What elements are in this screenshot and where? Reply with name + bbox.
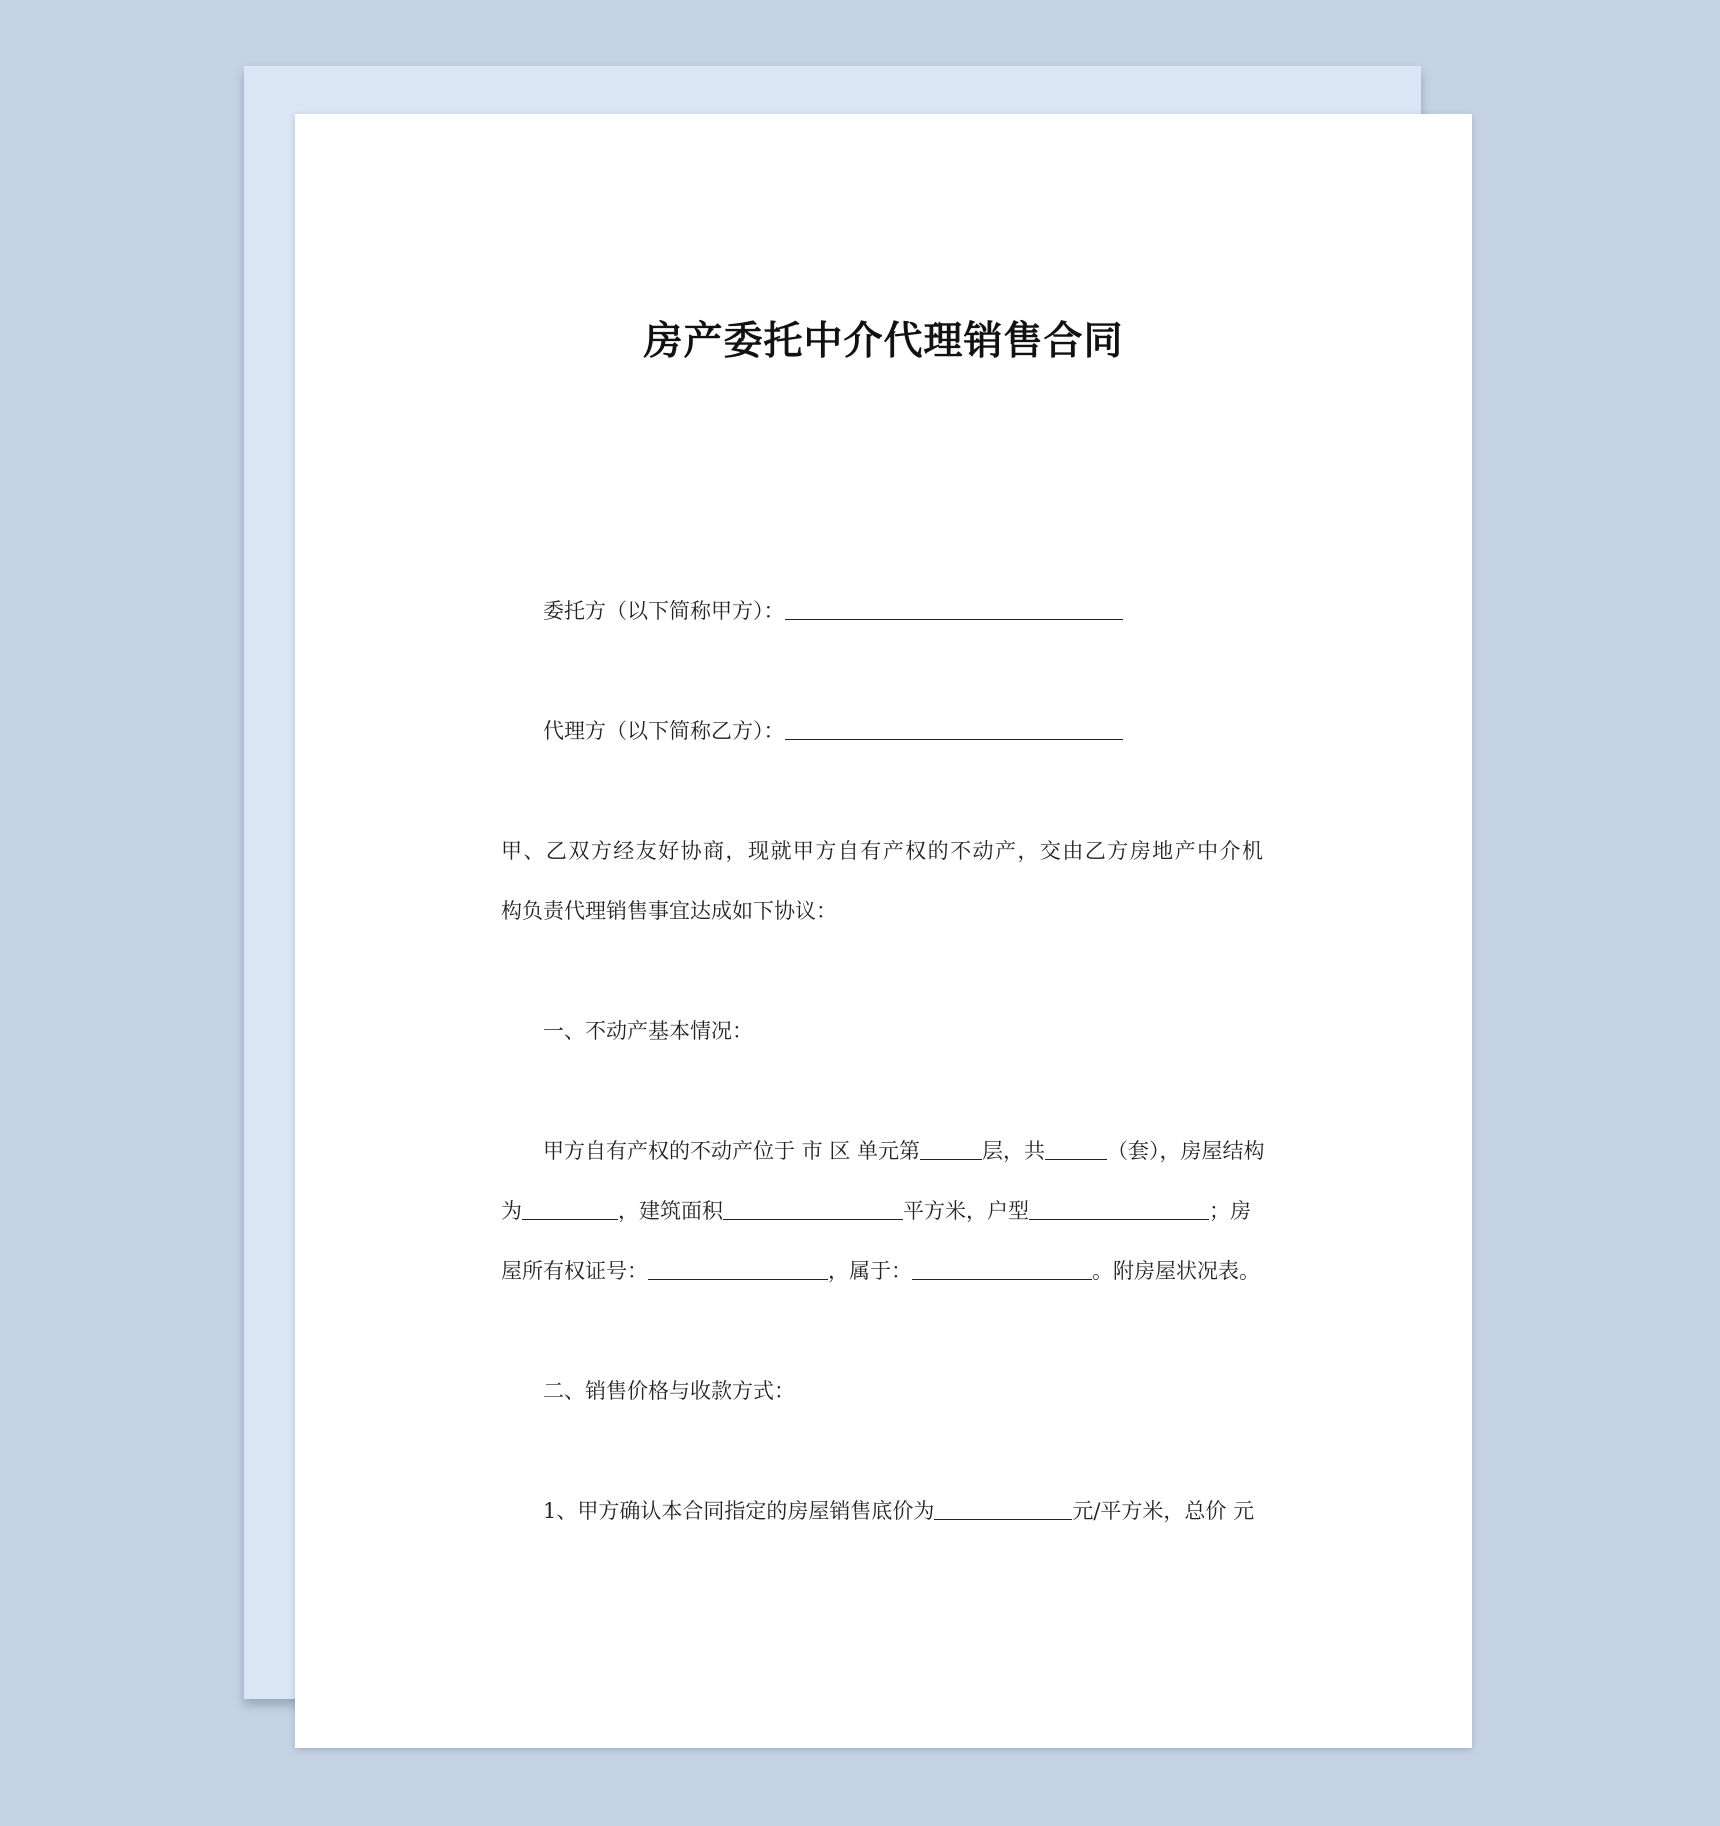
floor-unit-text: 层，共 <box>982 1139 1046 1163</box>
belongs-text: ，属于： <box>828 1259 912 1283</box>
agent-name-blank[interactable] <box>785 717 1123 740</box>
intro-paragraph-line-2: 构负责代理销售事宜达成如下协议： <box>501 899 837 923</box>
unit-count-blank[interactable] <box>1045 1137 1107 1160</box>
attachment-text: 。附房屋状况表。 <box>1092 1259 1260 1283</box>
intro-paragraph-line-1: 甲、乙双方经友好协商，现就甲方自有产权的不动产，交由乙方房地产中介机 <box>501 839 1263 863</box>
certificate-blank[interactable] <box>648 1257 828 1280</box>
principal-line <box>543 596 1123 626</box>
document-title: 房产委托中介代理销售合同 <box>643 319 1124 364</box>
structure-blank[interactable] <box>522 1197 618 1220</box>
layout-blank[interactable] <box>1029 1197 1209 1220</box>
clause-1-text: 1、甲方确认本合同指定的房屋销售底价为 <box>543 1499 935 1523</box>
principal-label: 委托方（以下简称甲方）： <box>543 599 785 623</box>
unit-price-blank[interactable] <box>934 1497 1072 1520</box>
house-prefix-text: ；房 <box>1209 1199 1251 1223</box>
layout-text: 平方米，户型 <box>903 1199 1029 1223</box>
area-blank[interactable] <box>723 1197 903 1220</box>
agent-line <box>543 716 1123 746</box>
property-line-2 <box>501 1196 1251 1226</box>
area-text: ，建筑面积 <box>618 1199 723 1223</box>
belongs-blank[interactable] <box>912 1257 1092 1280</box>
section-2-heading: 二、销售价格与收款方式： <box>543 1379 795 1403</box>
document-page <box>295 114 1472 1748</box>
floor-blank[interactable] <box>920 1137 982 1160</box>
property-line-1 <box>543 1136 1265 1166</box>
clause-1-line <box>543 1496 1254 1526</box>
property-location-text: 甲方自有产权的不动产位于 市 区 单元第 <box>543 1139 921 1163</box>
section-1-heading: 一、不动产基本情况： <box>543 1019 753 1043</box>
structure-text: （套），房屋结构 <box>1107 1139 1265 1163</box>
principal-name-blank[interactable] <box>785 597 1123 620</box>
property-line-3 <box>501 1256 1260 1286</box>
certificate-text: 屋所有权证号： <box>501 1259 648 1283</box>
structure-prefix: 为 <box>501 1199 522 1223</box>
agent-label: 代理方（以下简称乙方）： <box>543 719 785 743</box>
clause-1-unit-text: 元/平方米，总价 元 <box>1072 1499 1255 1523</box>
